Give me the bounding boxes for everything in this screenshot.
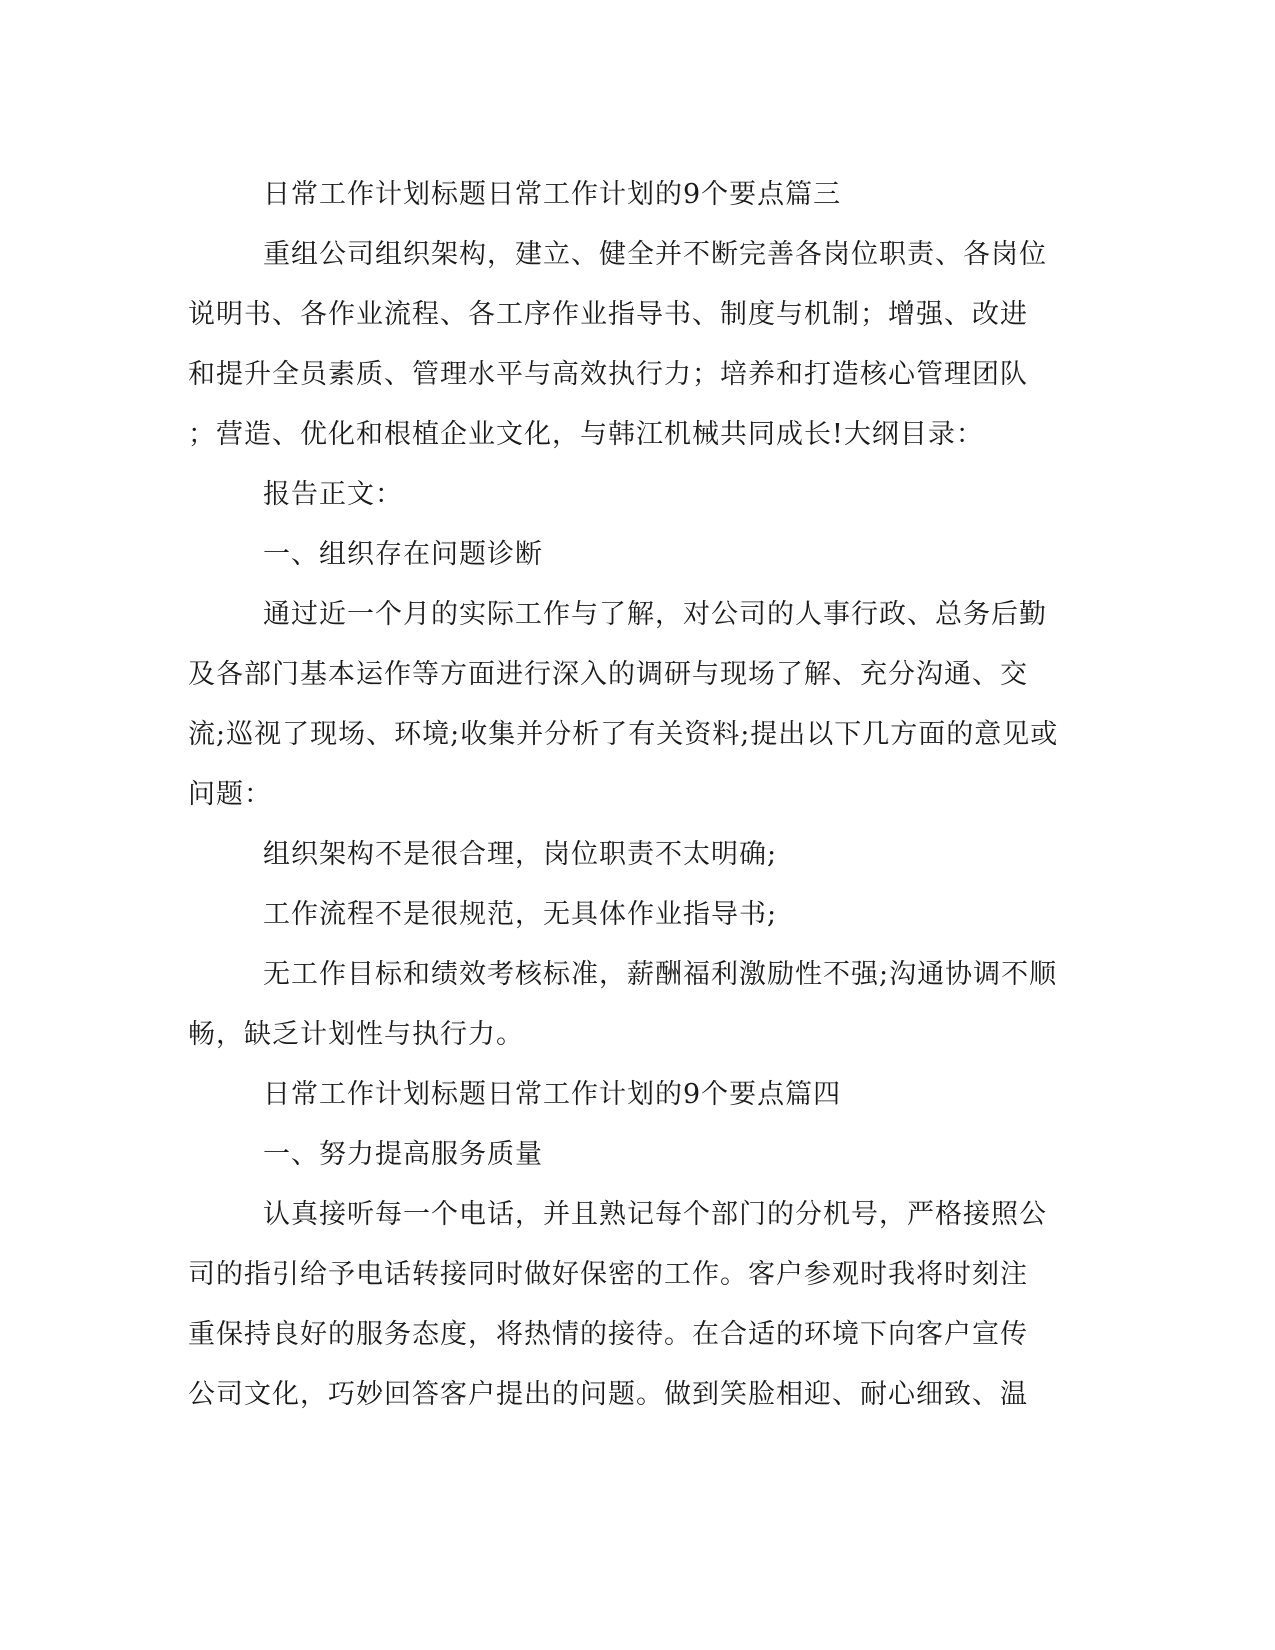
paragraph-line: 通过近一个月的实际工作与了解，对公司的人事行政、总务后勤 [263, 599, 1047, 630]
paragraph-line: 流;巡视了现场、环境;收集并分析了有关资料;提出以下几方面的意见或 [188, 719, 1059, 750]
paragraph-line: 重组公司组织架构，建立、健全并不断完善各岗位职责、各岗位 [263, 239, 1047, 270]
paragraph-line: 说明书、各作业流程、各工序作业指导书、制度与机制；增强、改进 [188, 299, 1028, 330]
paragraph-line: 一、组织存在问题诊断 [263, 539, 543, 570]
paragraph-line: 和提升全员素质、管理水平与高效执行力；培养和打造核心管理团队 [188, 359, 1028, 390]
paragraph-line: 重保持良好的服务态度，将热情的接待。在合适的环境下向客户宣传 [188, 1319, 1028, 1350]
paragraph-line: 及各部门基本运作等方面进行深入的调研与现场了解、充分沟通、交 [188, 659, 1028, 690]
document-body [188, 165, 1088, 1425]
paragraph-line: 公司文化，巧妙回答客户提出的问题。做到笑脸相迎、耐心细致、温 [188, 1379, 1028, 1410]
paragraph-line: ；营造、优化和根植企业文化，与韩江机械共同成长!大纲目录： [188, 419, 984, 450]
paragraph-line: 问题： [188, 779, 272, 810]
paragraph-line: 报告正文： [263, 479, 403, 510]
paragraph-line: 司的指引给予电话转接同时做好保密的工作。客户参观时我将时刻注 [188, 1259, 1028, 1290]
paragraph-line: 组织架构不是很合理，岗位职责不太明确; [263, 839, 778, 870]
paragraph-line: 畅，缺乏计划性与执行力。 [188, 1019, 524, 1050]
paragraph-line: 工作流程不是很规范，无具体作业指导书; [263, 899, 778, 930]
paragraph-line: 无工作目标和绩效考核标准，薪酬福利激励性不强;沟通协调不顺 [263, 959, 1058, 990]
section-heading: 日常工作计划标题日常工作计划的9个要点篇三 [263, 179, 842, 210]
paragraph-line: 认真接听每一个电话，并且熟记每个部门的分机号，严格接照公 [263, 1199, 1047, 1230]
section-heading: 日常工作计划标题日常工作计划的9个要点篇四 [263, 1079, 842, 1110]
paragraph-line: 一、努力提高服务质量 [263, 1139, 543, 1170]
